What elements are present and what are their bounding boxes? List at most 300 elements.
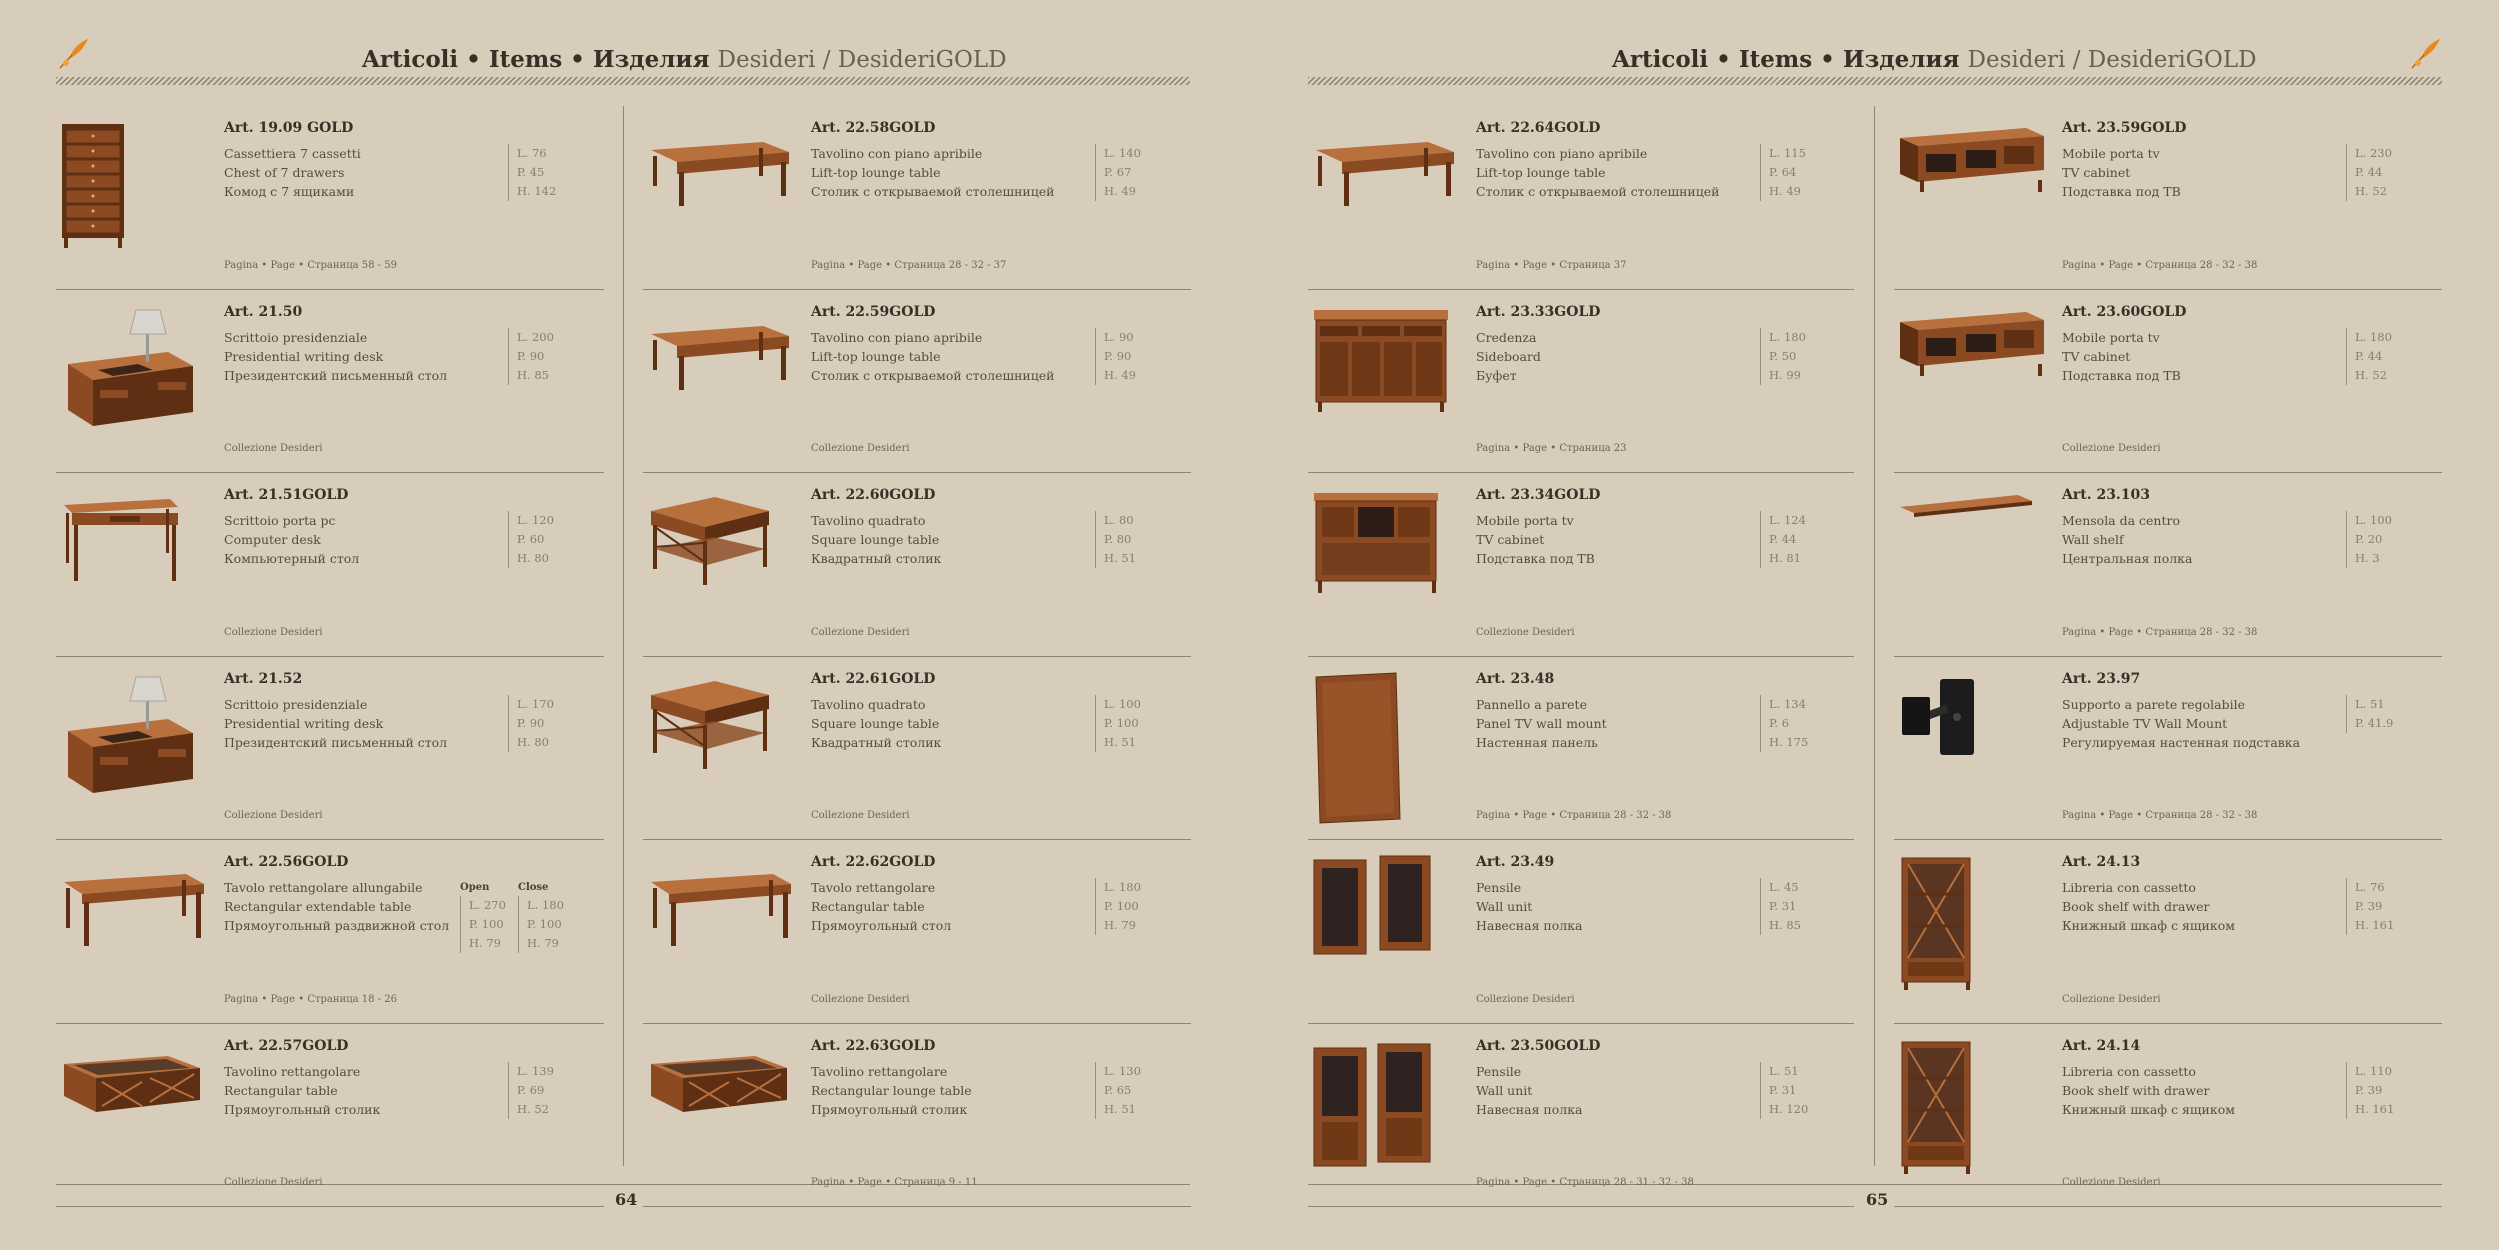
product-names xyxy=(811,878,951,935)
product-name: Lift-top lounge table xyxy=(1476,165,1606,180)
tv-cabinet-tall-image xyxy=(1310,487,1442,601)
article-number: Art. 22.60GOLD xyxy=(811,487,936,503)
dimensions xyxy=(2346,1062,2394,1119)
dimension-value: P. 39 xyxy=(2355,1082,2383,1097)
product-item xyxy=(643,657,1191,841)
product-name: Прямоугольный столик xyxy=(811,1101,968,1117)
product-names xyxy=(224,511,359,568)
dimension-value: L. 170 xyxy=(517,696,554,711)
product-item xyxy=(1894,840,2442,1024)
dimensions xyxy=(2346,328,2392,385)
page-header xyxy=(362,46,1007,73)
dimension-value: P. 65 xyxy=(1104,1082,1132,1097)
square-coffee-table-image xyxy=(645,487,775,591)
dimension-value: P. 44 xyxy=(2355,348,2383,363)
dimension-value: L. 180 xyxy=(1769,329,1806,344)
product-name: Chest of 7 drawers xyxy=(224,165,345,180)
dimension-value: L. 180 xyxy=(1104,880,1141,894)
article-number: Art. 24.14 xyxy=(2062,1037,2141,1054)
dimension-value: L. 200 xyxy=(517,329,554,344)
product-name: Tavolino rettangolare xyxy=(811,1063,948,1079)
dimension-value: H. 120 xyxy=(1769,1101,1809,1116)
dimension-value: L. 130 xyxy=(1104,1063,1141,1078)
wall-units-pair-image xyxy=(1310,854,1434,962)
item-footer: Pagina • Page • Страница 28 - 31 - 32 - 38 xyxy=(1476,1177,1694,1188)
item-footer: Collezione Desideri xyxy=(224,626,323,638)
product-name: Прямоугольный столик xyxy=(224,1101,381,1117)
product-name: Wall unit xyxy=(1476,899,1533,914)
article-number: Art. 23.50GOLD xyxy=(1476,1037,1601,1054)
dimension-value: L. 180 xyxy=(2355,329,2392,344)
dimension-value: L. 120 xyxy=(517,513,554,527)
product-item xyxy=(1308,840,1854,1024)
product-name: Tavolo rettangolare xyxy=(811,880,936,895)
dimension-value: L. 100 xyxy=(2355,513,2392,527)
product-name: Столик с открываемой столешницей xyxy=(811,184,1055,199)
product-item xyxy=(1894,1024,2442,1208)
dimension-value: H. 51 xyxy=(1104,1101,1136,1116)
dimensions xyxy=(2346,511,2392,568)
dimensions xyxy=(1760,511,1806,568)
dimensions xyxy=(2346,144,2392,201)
product-name: Cassettiera 7 cassetti xyxy=(224,146,361,161)
low-tv-cabinet-image xyxy=(1896,120,2046,200)
long-dining-table-image xyxy=(645,854,795,958)
product-item xyxy=(1894,290,2442,474)
product-name: Lift-top lounge table xyxy=(811,165,941,180)
product-name: Буфет xyxy=(1476,367,1517,383)
item-footer: Collezione Desideri xyxy=(2062,443,2161,454)
dimension-value: P. 45 xyxy=(517,165,545,179)
product-names xyxy=(811,328,1055,385)
product-item xyxy=(56,840,604,1024)
product-name: Scrittoio porta pc xyxy=(224,513,336,528)
dimension-value: H. 52 xyxy=(2355,184,2387,198)
dimensions xyxy=(1095,511,1136,568)
product-names xyxy=(2062,1062,2235,1119)
item-footer: Collezione Desideri xyxy=(224,810,323,821)
article-number: Art. 23.103 xyxy=(2062,487,2151,503)
dims-open-label: Open xyxy=(460,882,490,893)
item-footer: Pagina • Page • Страница 28 - 32 - 38 xyxy=(2062,810,2258,821)
dimension-value: H. 161 xyxy=(2355,918,2395,932)
product-item xyxy=(643,1024,1191,1208)
product-name: Rectangular extendable table xyxy=(224,899,412,914)
dimensions xyxy=(508,144,556,201)
product-item xyxy=(643,840,1191,1024)
product-name: Mensola da centro xyxy=(2062,513,2181,528)
dimension-value: H. 161 xyxy=(2355,1101,2395,1116)
product-names xyxy=(2062,511,2192,568)
product-name: Книжный шкаф с ящиком xyxy=(2062,1101,2235,1117)
dimension-value: P. 44 xyxy=(2355,165,2383,179)
product-item xyxy=(1308,657,1854,841)
product-name: Wall unit xyxy=(1476,1082,1533,1098)
dimensions xyxy=(1095,328,1136,385)
dimension-value: H. 52 xyxy=(517,1101,549,1116)
dimension-value: H. 80 xyxy=(517,551,549,565)
row-separator xyxy=(1308,1206,1854,1207)
product-names xyxy=(2062,144,2181,201)
product-name: Подставка под ТВ xyxy=(2062,184,2181,199)
article-number: Art. 23.34GOLD xyxy=(1476,487,1601,503)
dimensions xyxy=(1760,878,1801,935)
product-names xyxy=(811,144,1055,201)
low-coffee-table-image xyxy=(645,304,795,398)
article-number: Art. 22.62GOLD xyxy=(811,854,936,870)
product-name: Computer desk xyxy=(224,532,321,547)
dimension-value: H. 81 xyxy=(1769,551,1801,565)
product-name: Lift-top lounge table xyxy=(811,348,941,364)
dimension-value: H. 79 xyxy=(469,936,501,950)
product-names xyxy=(224,328,447,385)
product-name: Навесная полка xyxy=(1476,1101,1583,1117)
item-footer: Collezione Desideri xyxy=(224,443,323,454)
executive-desk-with-lamp-image xyxy=(58,671,198,805)
product-name: Mobile porta tv xyxy=(1476,513,1574,528)
dimension-value: P. 6 xyxy=(1769,715,1790,730)
article-number: Art. 22.64GOLD xyxy=(1476,120,1601,136)
product-name: Adjustable TV Wall Mount xyxy=(2062,715,2228,731)
dimensions-open xyxy=(460,896,506,953)
product-name: Подставка под ТВ xyxy=(1476,551,1595,566)
article-number: Art. 23.33GOLD xyxy=(1476,303,1601,320)
dimension-value: L. 230 xyxy=(2355,146,2392,160)
page-number: 65 xyxy=(1866,1190,1889,1209)
dimension-value: L. 134 xyxy=(1769,696,1806,711)
dimensions xyxy=(1095,695,1141,752)
product-names xyxy=(1476,144,1720,201)
product-names xyxy=(811,1062,972,1119)
article-number: Art. 23.97 xyxy=(2062,670,2141,687)
product-names xyxy=(811,511,941,568)
low-coffee-table-image xyxy=(645,120,795,214)
dimension-value: H. 49 xyxy=(1104,184,1136,198)
dimensions xyxy=(1760,695,1808,752)
product-name: Комод с 7 ящиками xyxy=(224,184,355,199)
dimensions xyxy=(1095,144,1141,201)
item-footer: Collezione Desideri xyxy=(1476,626,1575,638)
product-item xyxy=(1308,473,1854,657)
dimensions xyxy=(508,511,554,568)
product-item xyxy=(1894,106,2442,290)
dimension-value: L. 100 xyxy=(1104,696,1141,711)
dimension-value: L. 115 xyxy=(1769,146,1806,160)
item-footer: Collezione Desideri xyxy=(811,810,910,821)
product-name: Регулируемая настенная подставка xyxy=(2062,734,2301,750)
product-name: Tavolino quadrato xyxy=(811,513,926,528)
header-collection: Desideri / DesideriGOLD xyxy=(1967,47,2257,73)
product-name: Квадратный столик xyxy=(811,734,942,750)
product-name: Rectangular table xyxy=(811,899,925,914)
dimension-value: P. 100 xyxy=(1104,715,1139,730)
dimensions xyxy=(1095,1062,1141,1119)
product-name: Supporto a parete regolabile xyxy=(2062,696,2246,712)
dimension-value: L. 270 xyxy=(469,898,506,912)
article-number: Art. 23.48 xyxy=(1476,670,1555,687)
header-collection: Desideri / DesideriGOLD xyxy=(717,47,1007,73)
product-name: Pensile xyxy=(1476,880,1522,895)
product-item xyxy=(56,473,604,657)
wall-units-pair-tall-image xyxy=(1310,1038,1434,1174)
product-name: Tavolino con piano apribile xyxy=(811,146,983,161)
product-name: Центральная полка xyxy=(2062,551,2193,566)
article-number: Art. 21.51GOLD xyxy=(224,487,349,503)
dimension-value: P. 64 xyxy=(1769,165,1797,179)
article-number: Art. 22.61GOLD xyxy=(811,670,936,687)
dimension-value: P. 100 xyxy=(1104,899,1139,913)
article-number: Art. 19.09 GOLD xyxy=(224,120,354,136)
item-footer: Pagina • Page • Страница 28 - 32 - 38 xyxy=(2062,259,2258,271)
article-number: Art. 22.58GOLD xyxy=(811,120,936,136)
dimension-value: P. 100 xyxy=(527,917,562,931)
item-footer: Pagina • Page • Страница 9 - 11 xyxy=(811,1177,978,1188)
product-item xyxy=(643,106,1191,290)
column-divider xyxy=(1874,106,1875,1166)
executive-desk-with-lamp-image xyxy=(58,304,198,438)
dimensions xyxy=(1760,1062,1808,1119)
row-separator xyxy=(1894,1206,2442,1207)
product-name: Столик с открываемой столешницей xyxy=(811,367,1055,383)
dimension-value: H. 85 xyxy=(1769,918,1801,932)
header-title: Articoli • Items • Изделия xyxy=(362,46,710,73)
article-number: Art. 21.50 xyxy=(224,303,303,320)
product-item xyxy=(56,290,604,474)
dimension-value: P. 80 xyxy=(1104,532,1132,546)
product-name: Libreria con cassetto xyxy=(2062,1063,2196,1079)
product-item xyxy=(56,106,604,290)
header-title: Articoli • Items • Изделия xyxy=(1612,46,1960,73)
dimension-value: L. 139 xyxy=(517,1063,554,1078)
dimensions xyxy=(1760,144,1806,201)
dimension-value: H. 3 xyxy=(2355,551,2380,565)
dimension-value: L. 124 xyxy=(1769,513,1806,527)
low-tv-cabinet-image xyxy=(1896,304,2046,384)
product-names xyxy=(224,878,449,935)
row-separator xyxy=(56,1206,604,1207)
article-number: Art. 24.13 xyxy=(2062,854,2141,870)
product-names xyxy=(224,1062,380,1119)
product-name: Tavolino con piano apribile xyxy=(811,329,983,345)
tv-wall-mount-image xyxy=(1896,671,1986,765)
dimension-value: P. 67 xyxy=(1104,165,1132,179)
long-dining-table-image xyxy=(58,854,208,958)
product-name: TV cabinet xyxy=(1476,532,1545,547)
product-name: Mobile porta tv xyxy=(2062,329,2160,345)
dimension-value: H. 51 xyxy=(1104,551,1136,565)
item-footer: Pagina • Page • Страница 58 - 59 xyxy=(224,259,397,271)
product-name: Прямоугольный стол xyxy=(811,918,952,933)
product-name: Квадратный столик xyxy=(811,551,942,566)
product-item xyxy=(643,473,1191,657)
product-item xyxy=(1894,473,2442,657)
dimension-value: P. 100 xyxy=(469,917,504,931)
item-footer: Collezione Desideri xyxy=(811,443,910,454)
product-name: TV cabinet xyxy=(2062,165,2131,180)
item-footer: Collezione Desideri xyxy=(1476,993,1575,1005)
product-name: Tavolino con piano apribile xyxy=(1476,146,1648,161)
product-names xyxy=(2062,328,2181,385)
dimension-value: H. 51 xyxy=(1104,734,1136,749)
product-name: Mobile porta tv xyxy=(2062,146,2160,161)
dimension-value: P. 69 xyxy=(517,1082,545,1097)
product-name: Rectangular lounge table xyxy=(811,1082,972,1098)
dimensions xyxy=(1095,878,1141,935)
item-footer: Pagina • Page • Страница 37 xyxy=(1476,259,1627,271)
product-name: Tavolo rettangolare allungabile xyxy=(224,880,423,895)
product-names xyxy=(811,695,941,752)
feather-logo-icon xyxy=(2408,36,2442,72)
dimension-value: H. 52 xyxy=(2355,367,2387,382)
glass-top-coffee-table-image xyxy=(58,1038,206,1132)
product-name: Scrittoio presidenziale xyxy=(224,329,368,345)
product-name: Scrittoio presidenziale xyxy=(224,696,368,712)
dimension-value: H. 49 xyxy=(1769,184,1801,198)
tall-chest-of-drawers-image xyxy=(58,120,130,254)
product-names xyxy=(1476,1062,1583,1119)
dimension-value: P. 31 xyxy=(1769,1082,1797,1097)
item-footer: Collezione Desideri xyxy=(2062,993,2161,1005)
dimension-value: P. 31 xyxy=(1769,899,1797,913)
hatched-rule xyxy=(1308,77,2442,85)
dimension-value: H. 142 xyxy=(517,184,557,198)
glass-top-coffee-table-image xyxy=(645,1038,793,1132)
dimension-value: H. 99 xyxy=(1769,367,1801,382)
dimension-value: P. 50 xyxy=(1769,348,1797,363)
dimension-value: H. 49 xyxy=(1104,367,1136,382)
product-name: Presidential writing desk xyxy=(224,715,384,731)
product-name: Book shelf with drawer xyxy=(2062,899,2210,914)
article-number: Art. 22.59GOLD xyxy=(811,303,936,320)
dimension-value: L. 180 xyxy=(527,898,564,912)
product-names xyxy=(2062,878,2235,935)
dimension-value: P. 90 xyxy=(1104,348,1132,363)
dimensions xyxy=(2346,878,2394,935)
product-names xyxy=(1476,878,1583,935)
product-name: Президентский письменный стол xyxy=(224,734,448,750)
dimensions xyxy=(508,1062,554,1119)
product-name: Libreria con cassetto xyxy=(2062,880,2196,895)
product-name: Настенная панель xyxy=(1476,734,1598,750)
item-footer: Collezione Desideri xyxy=(811,626,910,638)
item-footer: Collezione Desideri xyxy=(811,993,910,1005)
article-number: Art. 21.52 xyxy=(224,670,303,687)
product-item xyxy=(1308,290,1854,474)
feather-logo-icon xyxy=(56,36,90,72)
dimension-value: P. 39 xyxy=(2355,899,2383,913)
low-coffee-table-image xyxy=(1310,120,1460,214)
product-names xyxy=(2062,695,2300,752)
dimension-value: H. 85 xyxy=(517,367,549,382)
product-name: Книжный шкаф с ящиком xyxy=(2062,918,2235,933)
product-name: Credenza xyxy=(1476,329,1537,345)
hatched-rule xyxy=(56,77,1190,85)
product-names xyxy=(224,144,361,201)
dimension-value: L. 90 xyxy=(1104,329,1134,344)
product-name: Panel TV wall mount xyxy=(1476,715,1607,731)
item-footer: Pagina • Page • Страница 18 - 26 xyxy=(224,993,397,1005)
product-name: Навесная полка xyxy=(1476,918,1583,933)
dimension-value: L. 80 xyxy=(1104,513,1134,527)
product-name: Столик с открываемой столешницей xyxy=(1476,184,1720,199)
product-name: Компьютерный стол xyxy=(224,551,360,566)
product-name: TV cabinet xyxy=(2062,348,2131,364)
article-number: Art. 23.59GOLD xyxy=(2062,120,2187,136)
item-footer: Collezione Desideri xyxy=(224,1177,323,1188)
dimension-value: L. 45 xyxy=(1769,880,1799,894)
dimension-value: H. 79 xyxy=(1104,918,1136,932)
product-name: Pannello a parete xyxy=(1476,696,1587,712)
dimension-value: P. 20 xyxy=(2355,532,2383,546)
item-footer: Pagina • Page • Страница 28 - 32 - 38 xyxy=(1476,810,1672,821)
product-item xyxy=(643,290,1191,474)
dimensions-close xyxy=(518,896,564,953)
item-footer: Pagina • Page • Страница 28 - 32 - 38 xyxy=(2062,626,2258,638)
computer-desk-image xyxy=(58,487,182,591)
product-item xyxy=(56,657,604,841)
dimension-value: P. 41.9 xyxy=(2355,715,2394,730)
product-item xyxy=(1894,657,2442,841)
page-number: 64 xyxy=(615,1190,638,1209)
product-name: Sideboard xyxy=(1476,348,1541,364)
product-item xyxy=(56,1024,604,1208)
dimension-value: H. 175 xyxy=(1769,734,1809,749)
product-name: Прямоугольный раздвижной стол xyxy=(224,918,450,933)
dimension-value: H. 79 xyxy=(527,936,559,950)
dimension-value: P. 60 xyxy=(517,532,545,546)
product-name: Tavolino rettangolare xyxy=(224,1063,361,1079)
dimensions xyxy=(508,328,554,385)
product-name: Президентский письменный стол xyxy=(224,367,448,383)
product-name: Подставка под ТВ xyxy=(2062,367,2181,383)
dimension-value: L. 51 xyxy=(2355,696,2385,711)
product-names xyxy=(1476,328,1541,385)
product-name: Presidential writing desk xyxy=(224,348,384,364)
product-name: Wall shelf xyxy=(2062,532,2124,547)
product-name: Tavolino quadrato xyxy=(811,696,926,712)
row-separator xyxy=(643,1206,1191,1207)
product-names xyxy=(1476,695,1607,752)
dimension-value: P. 44 xyxy=(1769,532,1797,546)
article-number: Art. 23.60GOLD xyxy=(2062,303,2187,320)
dims-close-label: Close xyxy=(518,882,549,893)
dimension-value: L. 110 xyxy=(2355,1063,2392,1078)
dimension-value: P. 90 xyxy=(517,348,545,363)
product-name: Square lounge table xyxy=(811,532,940,547)
dimension-value: L. 76 xyxy=(517,146,547,160)
dimension-value: H. 80 xyxy=(517,734,549,749)
dimension-value: L. 76 xyxy=(2355,880,2385,894)
wall-panel-image xyxy=(1310,671,1406,835)
page-header xyxy=(1612,46,2257,73)
square-coffee-table-image xyxy=(645,671,775,775)
dimensions xyxy=(1760,328,1806,385)
product-names xyxy=(1476,511,1595,568)
column-divider xyxy=(623,106,624,1166)
sideboard-image xyxy=(1310,304,1452,418)
product-name: Rectangular table xyxy=(224,1082,338,1098)
product-names xyxy=(224,695,447,752)
article-number: Art. 23.49 xyxy=(1476,854,1555,870)
product-item xyxy=(1308,1024,1854,1208)
wall-shelf-image xyxy=(1896,487,2036,531)
dimensions xyxy=(2346,695,2393,733)
item-footer: Pagina • Page • Страница 28 - 32 - 37 xyxy=(811,259,1007,271)
item-footer: Pagina • Page • Страница 23 xyxy=(1476,443,1627,454)
dimension-value: L. 140 xyxy=(1104,146,1141,160)
article-number: Art. 22.57GOLD xyxy=(224,1037,349,1054)
article-number: Art. 22.63GOLD xyxy=(811,1037,936,1054)
